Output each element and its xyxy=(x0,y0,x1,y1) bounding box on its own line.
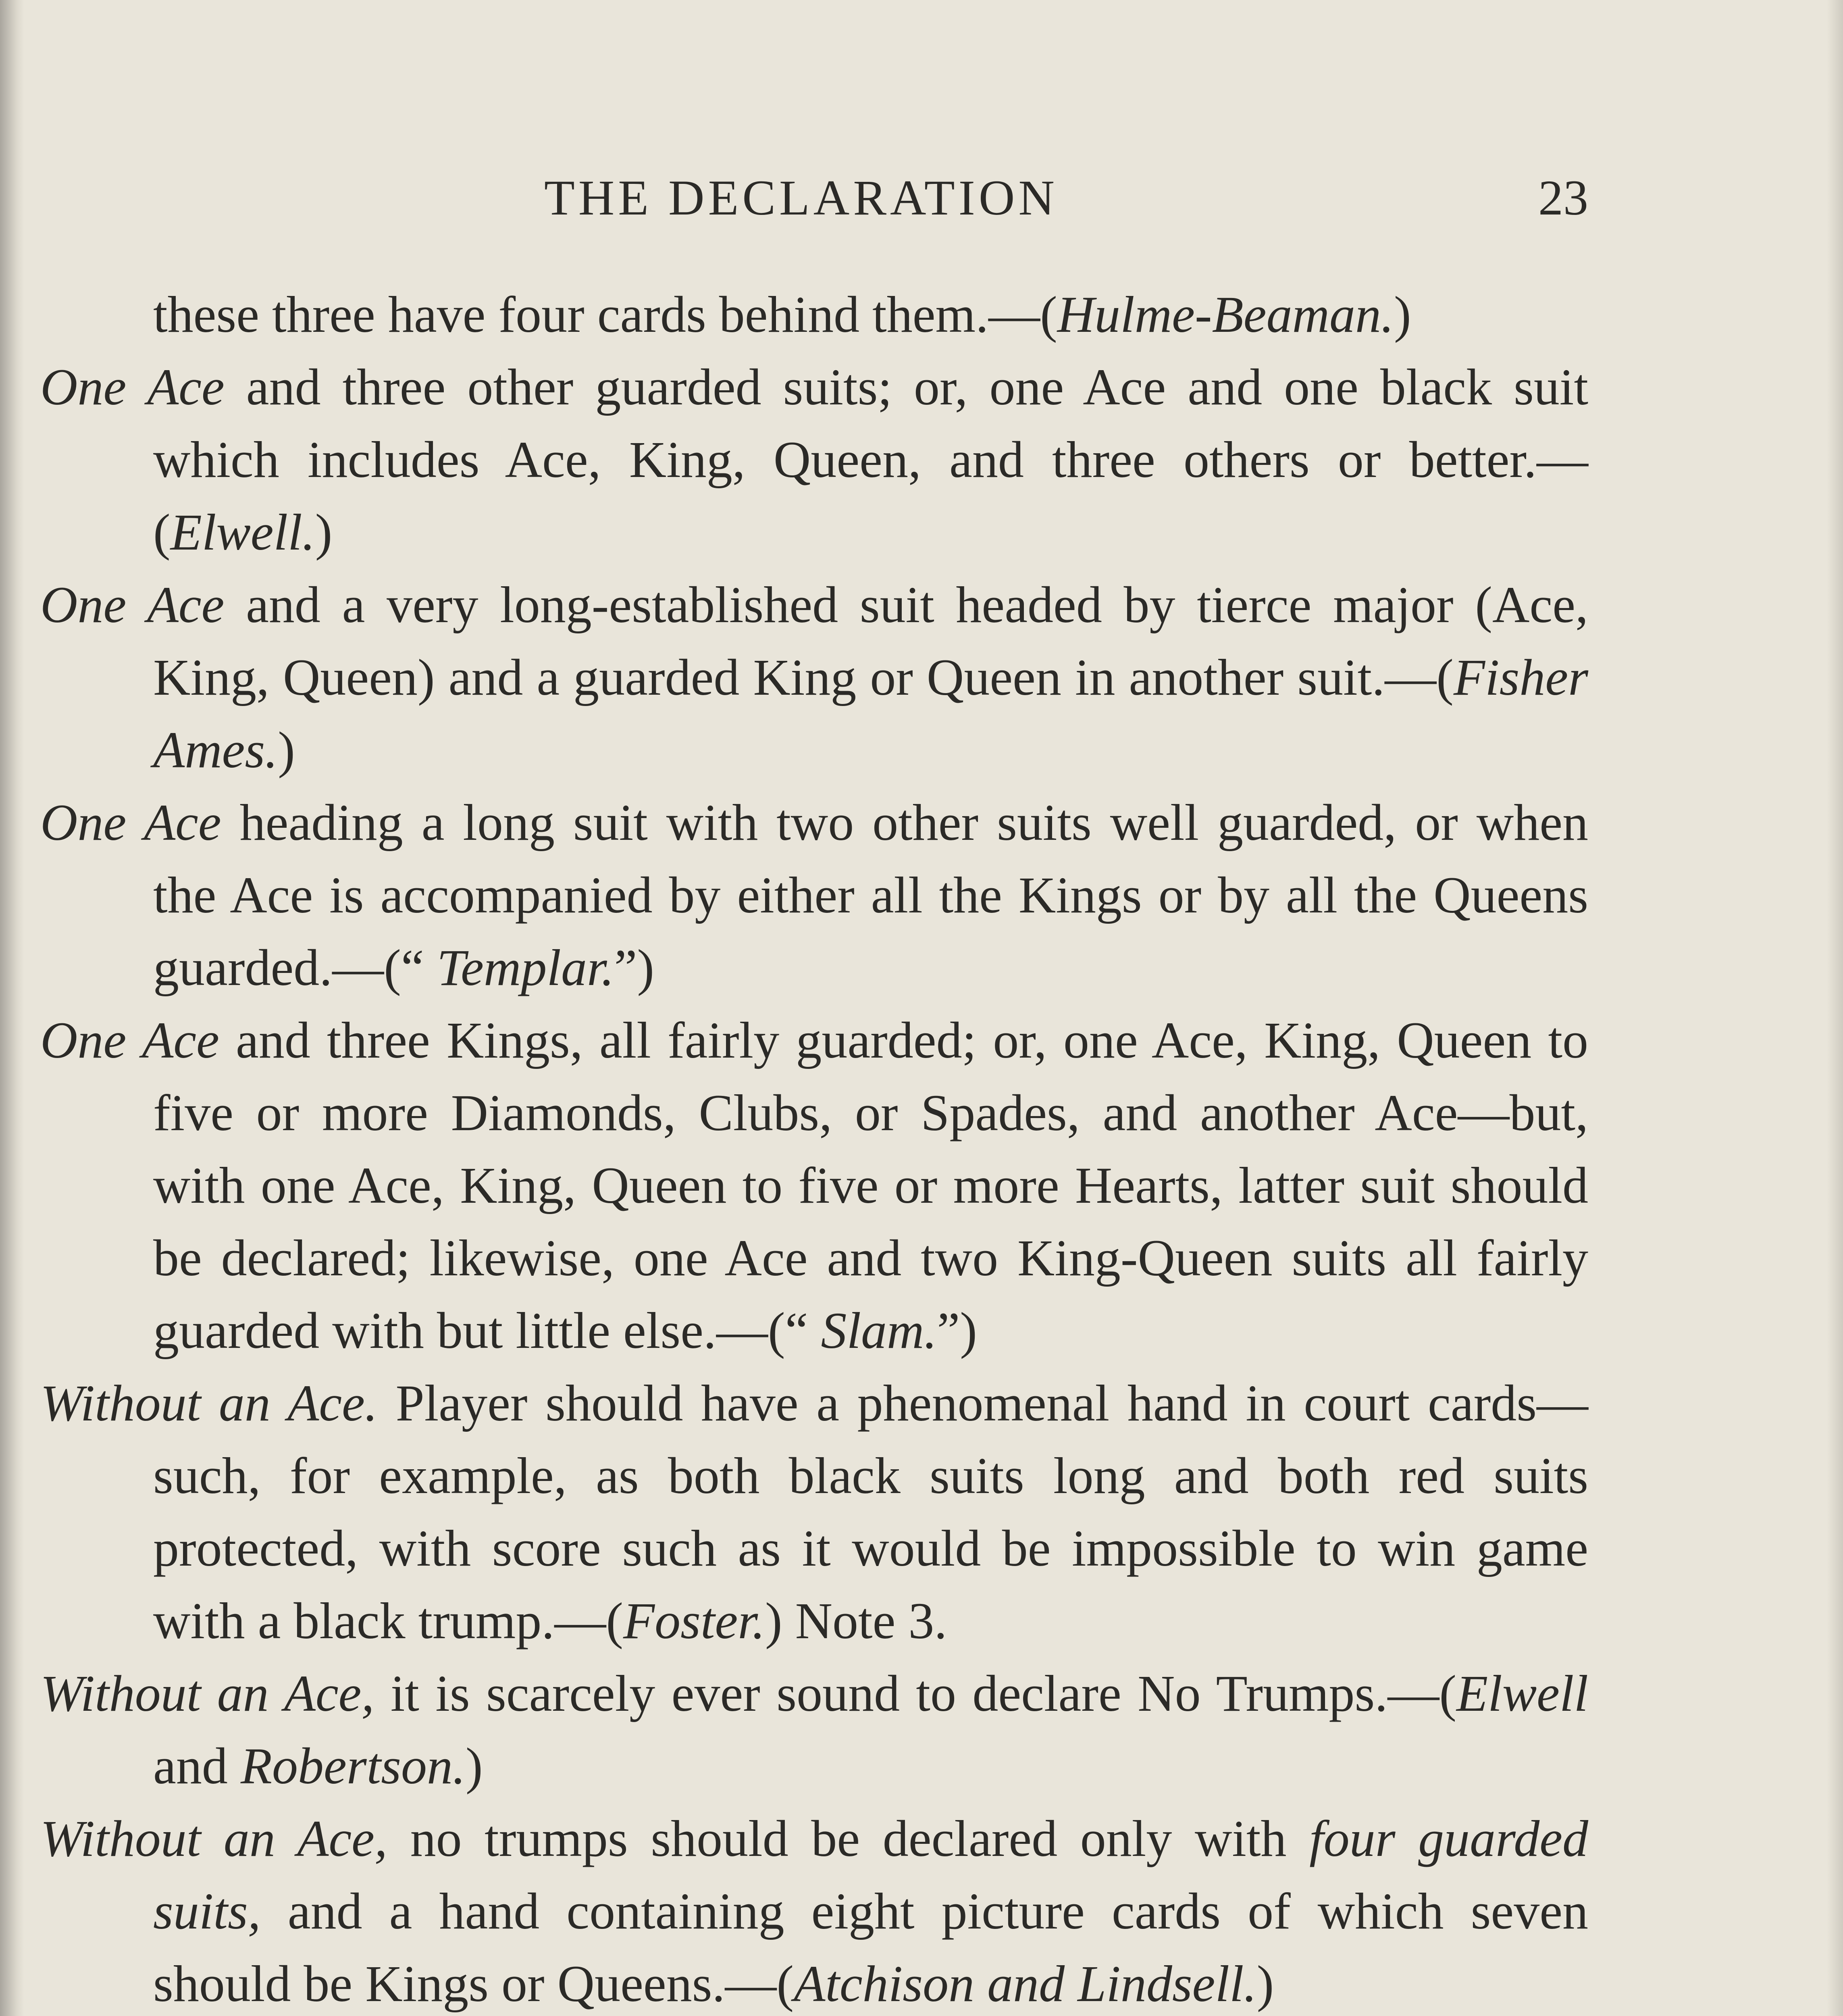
text-run: ) xyxy=(1256,1955,1274,2012)
text-run: ”) xyxy=(614,939,654,996)
text-run: and three Kings, all fairly guarded; or, one Ace, King, Queen to five or more Diamonds, Clubs, or Spades, and another Ace—but, with one Ace, King, Queen to five or more Hearts, latter suit should be declared; likewise, one Ace and two King-Queen suits all fairly guarded with but little else.—(“ xyxy=(153,1012,1589,1359)
entry-without-ace-1 xyxy=(40,1367,1588,1657)
page-number: 23 xyxy=(1538,170,1588,225)
text-run: Player should have a phenomenal hand in court cards—such, for example, as both black suits long and both red suits protected, with score such as it would be impossible to win game with a black trump.—( xyxy=(153,1375,1589,1649)
running-title: THE DECLARATION xyxy=(544,170,1058,225)
citation-author: Foster. xyxy=(623,1592,765,1649)
entry-one-ace-1 xyxy=(40,351,1588,569)
text-run: ) xyxy=(466,1737,483,1795)
text-run: ) xyxy=(278,721,295,779)
entry-lead: One Ace xyxy=(40,794,221,851)
entry-lead: One Ace xyxy=(40,1012,219,1069)
text-run: ”) xyxy=(937,1302,977,1359)
text-run: it is scarcely ever sound to declare No Trumps.—( xyxy=(374,1665,1456,1722)
text-run: no trumps should be declared only with xyxy=(387,1810,1310,1867)
citation-author: Templar. xyxy=(437,939,614,996)
text-run: ) xyxy=(315,504,333,561)
emphasis: four guarded suits, xyxy=(153,1810,1589,1940)
text-run: and xyxy=(153,1737,241,1795)
entry-without-ace-3 xyxy=(40,1802,1588,2016)
paragraph-continuation xyxy=(40,278,1588,351)
text-run: ) Note 3. xyxy=(765,1592,947,1649)
text-run: and a hand containing eight picture cards of which seven should be Kings or Queens.—( xyxy=(153,1883,1588,2012)
citation-author: Hulme-Beaman. xyxy=(1057,286,1394,343)
citation-author: Elwell xyxy=(1456,1665,1589,1722)
text-run: ) xyxy=(1394,286,1411,343)
citation-author: Slam. xyxy=(821,1302,937,1359)
entry-lead: One Ace xyxy=(40,576,225,633)
page-edge-right xyxy=(1827,0,1843,2016)
entry-without-ace-2 xyxy=(40,1657,1588,1802)
entry-lead: Without an Ace, xyxy=(40,1810,387,1867)
page-edge-left xyxy=(0,0,24,2016)
entry-lead: Without an Ace. xyxy=(40,1375,378,1432)
entry-one-ace-2 xyxy=(40,569,1588,786)
text-run: and three other guarded suits; or, one Ace and one black suit which includes Ace, King, Queen, and three others or better.—( xyxy=(153,358,1588,561)
citation-author: Elwell. xyxy=(170,504,315,561)
citation-author: Robertson. xyxy=(240,1737,466,1795)
text-run: and a very long-established suit headed by tierce major (Ace, King, Queen) and a guarded King or Queen in another suit.—( xyxy=(153,576,1589,706)
citation-author: Atchison and Lindsell. xyxy=(794,1955,1257,2012)
text-run: heading a long suit with two other suits well guarded, or when the Ace is accompanied by either all the Kings or by all the Queens guarded.—(“ xyxy=(153,794,1589,996)
citation-author: Fisher Ames. xyxy=(153,649,1588,779)
entry-one-ace-4 xyxy=(40,1004,1588,1367)
entry-lead: One Ace xyxy=(40,358,225,416)
text-run: these three have four cards behind them.—( xyxy=(153,286,1057,343)
running-head xyxy=(161,153,1588,234)
entry-lead: Without an Ace, xyxy=(40,1665,374,1722)
entry-one-ace-3 xyxy=(40,786,1588,1004)
text-body xyxy=(40,278,1588,2016)
